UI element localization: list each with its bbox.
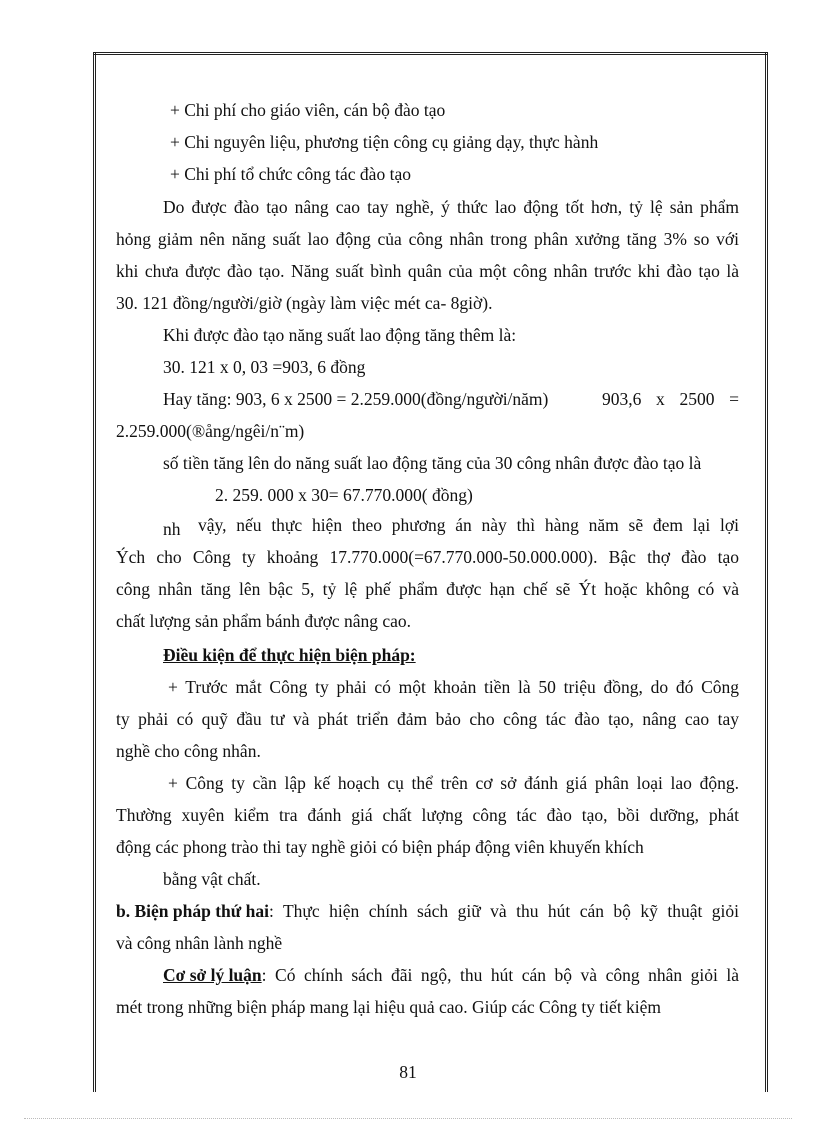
page-border-left — [93, 52, 96, 1092]
paragraph-line: + Trước mắt Công ty phải có một khoản tiền là 50 triệu đồng, do đó Công — [168, 677, 739, 697]
paragraph-line: mét trong những biện pháp mang lại hiệu quả cao. Giúp các Công ty tiết kiệm — [116, 997, 662, 1017]
paragraph-fragment: nh — [163, 519, 181, 539]
page-number: 81 — [399, 1062, 417, 1082]
paragraph-line: Thường xuyên kiểm tra đánh giá chất lượng công tác đào tạo, bồi dưỡng, phát — [116, 805, 739, 825]
paragraph-line: và công nhân lành nghề — [116, 933, 283, 953]
paragraph-line: Khi được đào tạo năng suất lao động tăng thêm là: — [163, 325, 517, 345]
paragraph-line: chất lượng sản phẩm bánh được nâng cao. — [116, 611, 412, 631]
paragraph-line: nghề cho công nhân. — [116, 741, 261, 761]
paragraph-line: khi chưa được đào tạo. Năng suất bình quân của một công nhân trước khi đào tạo là — [116, 261, 739, 281]
measure-heading-line — [116, 900, 739, 922]
bullet-line: + Chi phí tổ chức công tác đào tạo — [170, 164, 411, 184]
paragraph-line: ty phải có quỹ đầu tư và phát triển đảm bảo cho công tác đào tạo, nâng cao tay — [116, 709, 739, 729]
paragraph-line: Do được đào tạo nâng cao tay nghề, ý thức lao động tốt hơn, tỷ lệ sản phẩm — [163, 197, 739, 217]
paragraph-line: bằng vật chất. — [163, 869, 261, 889]
measure-title: b. Biện pháp thứ hai — [116, 901, 269, 921]
paragraph-line: + Công ty cần lập kế hoạch cụ thể trên cơ sở đánh giá phân loại lao động. — [168, 773, 739, 793]
formula-line-duplicate: 903,6 x 2500 = — [602, 389, 739, 409]
page-border-right — [765, 52, 768, 1092]
bullet-line: + Chi phí cho giáo viên, cán bộ đào tạo — [170, 100, 446, 120]
page-bottom-divider — [24, 1118, 792, 1119]
paragraph-line: 30. 121 đồng/người/giờ (ngày làm việc mét ca- 8giờ). — [116, 293, 493, 313]
formula-line: 2. 259. 000 x 30= 67.770.000( đồng) — [215, 485, 473, 505]
formula-line: Hay tăng: 903, 6 x 2500 = 2.259.000(đồng/người/năm) — [163, 389, 549, 409]
formula-line: 30. 121 x 0, 03 =903, 6 đồng — [163, 357, 366, 377]
measure-description: : Thực hiện chính sách giữ và thu hút cán bộ kỹ thuật giỏi — [269, 901, 739, 921]
paragraph-line: công nhân tăng lên bậc 5, tỷ lệ phế phẩm được hạn chế sẽ Ýt hoặc không có và — [116, 579, 739, 599]
theory-text: : Có chính sách đãi ngộ, thu hút cán bộ và công nhân giỏi là — [261, 965, 739, 985]
theory-heading: Cơ sở lý luận — [163, 965, 262, 985]
paragraph-line: số tiền tăng lên do năng suất lao động tăng của 30 công nhân được đào tạo là — [163, 453, 702, 473]
paragraph-line: Ých cho Công ty khoảng 17.770.000(=67.770.000-50.000.000). Bậc thợ đào tạo — [116, 547, 739, 567]
paragraph-line: vậy, nếu thực hiện theo phương án này thì hàng năm sẽ đem lại lợi — [198, 515, 739, 535]
theory-line — [163, 964, 739, 986]
paragraph-line: hỏng giảm nên năng suất lao động của công nhân trong phân xưởng tăng 3% so với — [116, 229, 739, 249]
bullet-line: + Chi nguyên liệu, phương tiện công cụ giảng dạy, thực hành — [170, 132, 599, 152]
garbled-text-line: 2.259.000(®ång/ngêi/n¨m) — [116, 421, 305, 441]
section-heading: Điều kiện để thực hiện biện pháp: — [163, 645, 416, 665]
page-border-top — [93, 52, 768, 55]
paragraph-line: động các phong trào thi tay nghề giỏi có biện pháp động viên khuyến khích — [116, 837, 644, 857]
